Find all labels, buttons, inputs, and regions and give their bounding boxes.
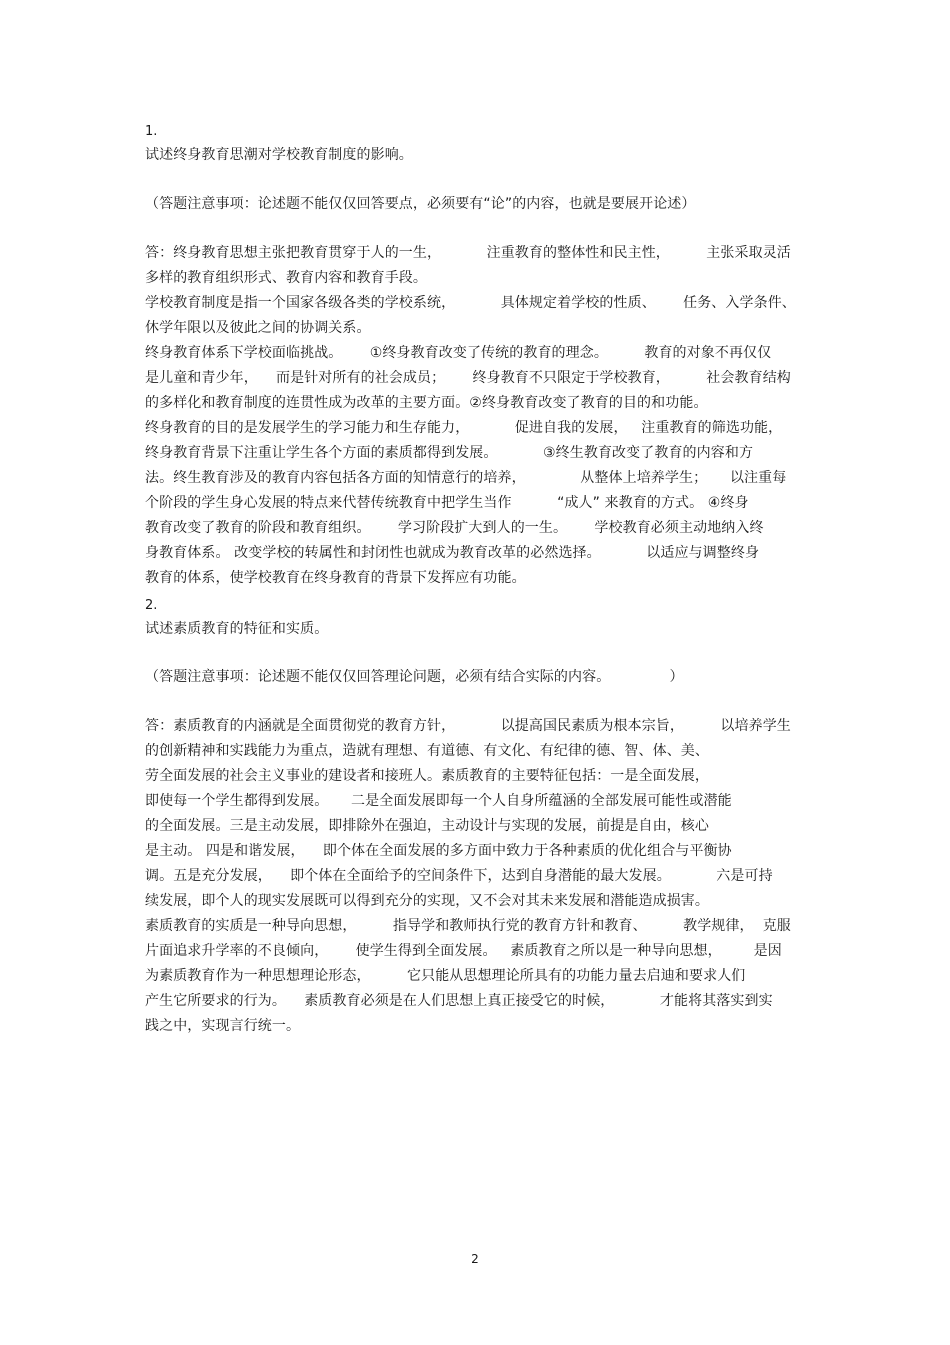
answer-2-line: 答：素质教育的内涵就是全面贯彻党的教育方针， 以提高国民素质为根本宗旨， 以培养学生 bbox=[145, 718, 791, 734]
answer-1-line: 身教育体系。 改变学校的转属性和封闭性也就成为教育改革的必然选择。 以适应与调整终身 bbox=[145, 545, 760, 561]
answer-1-line: 答：终身教育思想主张把教育贯穿于人的一生， 注重教育的整体性和民主性， 主张采取灵活 bbox=[145, 245, 791, 261]
question-2-prompt: 试述素质教育的特征和实质。 bbox=[145, 621, 329, 637]
answer-1-line: 教育的体系，使学校教育在终身教育的背景下发挥应有功能。 bbox=[145, 570, 526, 586]
answer-1-line: 是儿童和青少年， 而是针对所有的社会成员； 终身教育不只限定于学校教育， 社会教育结构 bbox=[145, 370, 791, 386]
answer-2-line: 调。五是充分发展， 即个体在全面给予的空间条件下，达到自身潜能的最大发展。 六是可持 bbox=[145, 868, 773, 884]
question-2-number: 2. bbox=[145, 598, 158, 613]
answer-1-line: 终身教育的目的是发展学生的学习能力和生存能力， 促进自我的发展， 注重教育的筛选功能， bbox=[145, 420, 783, 436]
question-2-note: （答题注意事项：论述题不能仅仅回答理论问题，必须有结合实际的内容。 ） bbox=[145, 669, 684, 685]
answer-1-line: 终身教育背景下注重让学生各个方面的素质都得到发展。 ③终生教育改变了教育的内容和方 bbox=[145, 445, 754, 461]
answer-2-line: 践之中，实现言行统一。 bbox=[145, 1018, 301, 1034]
answer-2-line: 的全面发展。三是主动发展，即排除外在强迫，主动设计与实现的发展，前提是自由，核心 bbox=[145, 818, 709, 834]
answer-2-line: 续发展，即个人的现实发展既可以得到充分的实现，又不会对其未来发展和潜能造成损害。 bbox=[145, 893, 709, 909]
answer-2-line: 的创新精神和实践能力为重点，造就有理想、有道德、有文化、有纪律的德、智、体、美、 bbox=[145, 743, 709, 759]
question-1-prompt: 试述终身教育思潮对学校教育制度的影响。 bbox=[145, 147, 413, 163]
answer-1-line: 个阶段的学生身心发展的特点来代替传统教育中把学生当作 “成人” 来教育的方式。 ④终身 bbox=[145, 495, 749, 511]
answer-1-line: 休学年限以及彼此之间的协调关系。 bbox=[145, 320, 371, 336]
answer-2-line: 为素质教育作为一种思想理论形态， 它只能从思想理论所具有的功能力量去启迪和要求人们 bbox=[145, 968, 746, 984]
answer-2-line: 是主动。 四是和谐发展， 即个体在全面发展的多方面中致力于各种素质的优化组合与平衡协 bbox=[145, 843, 732, 859]
answer-2-line: 片面追求升学率的不良倾向， 使学生得到全面发展。 素质教育之所以是一种导向思想， 是因 bbox=[145, 943, 782, 959]
answer-2-line: 产生它所要求的行为。 素质教育必须是在人们思想上真正接受它的时候， 才能将其落实到实 bbox=[145, 993, 773, 1009]
answer-1-line: 的多样化和教育制度的连贯性成为改革的主要方面。②终身教育改变了教育的目的和功能。 bbox=[145, 395, 708, 411]
answer-2-line: 劳全面发展的社会主义事业的建设者和接班人。素质教育的主要特征包括：一是全面发展， bbox=[145, 768, 709, 784]
question-1-number: 1. bbox=[145, 124, 158, 139]
answer-1-line: 法。终生教育涉及的教育内容包括各方面的知情意行的培养， 从整体上培养学生； 以注重每 bbox=[145, 470, 787, 486]
answer-2-line: 素质教育的实质是一种导向思想， 指导学和教师执行党的教育方针和教育、 教学规律， 克服 bbox=[145, 918, 791, 934]
answer-2-line: 即使每一个学生都得到发展。 二是全面发展即每一个人自身所蕴涵的全部发展可能性或潜能 bbox=[145, 793, 732, 809]
page-number: 2 bbox=[471, 1252, 479, 1266]
answer-1-line: 多样的教育组织形式、教育内容和教育手段。 bbox=[145, 270, 427, 286]
answer-1-line: 教育改变了教育的阶段和教育组织。 学习阶段扩大到人的一生。 学校教育必须主动地纳入终 bbox=[145, 520, 764, 536]
answer-1-line: 终身教育体系下学校面临挑战。 ①终身教育改变了传统的教育的理念。 教育的对象不再仅仅 bbox=[145, 345, 772, 361]
answer-1-line: 学校教育制度是指一个国家各级各类的学校系统， 具体规定着学校的性质、 任务、入学条件、 bbox=[145, 295, 796, 311]
question-1-note: （答题注意事项：论述题不能仅仅回答要点，必须要有“论”的内容，也就是要展开论述） bbox=[145, 196, 696, 212]
